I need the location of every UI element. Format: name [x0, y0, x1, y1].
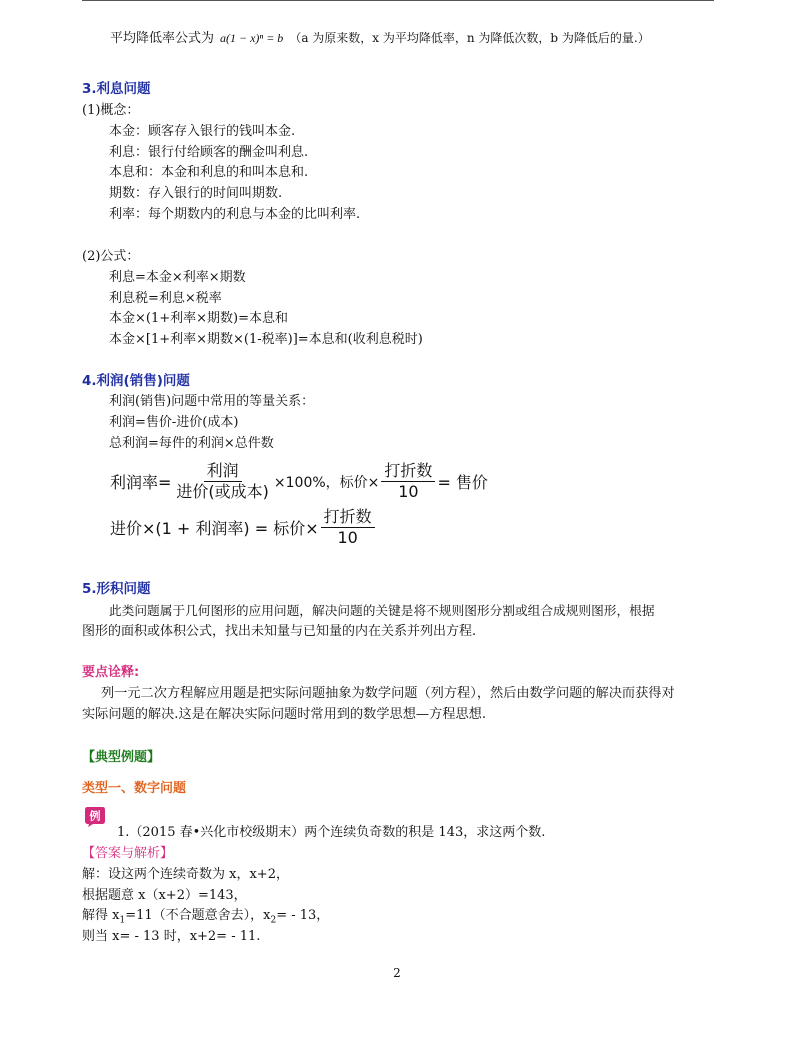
fraction-numerator: 打折数 [321, 508, 375, 528]
fraction-denominator: 10 [337, 528, 358, 547]
formula-item: 利息=本金×利率×期数 [109, 270, 246, 285]
cost-price-formula [110, 508, 377, 547]
section-heading-area: 5.形积问题 [82, 581, 151, 597]
avg-decrease-suffix: （a 为原来数，x 为平均降低率，n 为降低次数，b 为降低后的量.） [289, 31, 650, 45]
cost-price-lhs: 进价×(1 + 利润率) = 标价× [110, 519, 319, 538]
profit-line: 利润=售价-进价(成本) [109, 415, 239, 430]
solution-line: 则当 x= - 13 时，x+2= - 11. [82, 929, 261, 944]
profit-rate-fraction [173, 462, 272, 501]
type-heading: 类型一、数字问题 [82, 781, 187, 796]
answer-label: 【答案与解析】 [82, 846, 174, 861]
subscript: 1 [119, 915, 126, 926]
keypoints-line: 列一元二次方程解应用题是把实际问题抽象为数学问题（列方程），然后由数学问题的解决而获得对 [101, 686, 675, 701]
fraction-numerator: 打折数 [381, 462, 435, 482]
concept-item: 利息：银行付给顾客的酬金叫利息. [109, 145, 309, 160]
avg-decrease-prefix: 平均降低率公式为 [110, 31, 215, 46]
concept-label: (1)概念： [82, 103, 140, 118]
area-paragraph-line: 此类问题属于几何图形的应用问题，解决问题的关键是将不规则图形分割或组合成规则图形，根据 [109, 603, 655, 618]
solution-part: = - 13， [276, 908, 330, 923]
profit-line: 总利润=每件的利润×总件数 [109, 436, 274, 451]
keypoints-line: 实际问题的解决.这是在解决实际问题时常用到的数学思想—方程思想. [82, 707, 487, 722]
profit-line: 利润(销售)问题中常用的等量关系： [109, 394, 315, 409]
formula-item: 本金×[1+利率×期数×(1-税率)]=本息和(收利息税时) [109, 332, 423, 347]
example-badge-icon [84, 805, 106, 827]
section-heading-profit: 4.利润(销售)问题 [82, 373, 190, 389]
profit-rate-formula [110, 462, 488, 501]
concept-item: 期数：存入银行的时间叫期数. [109, 186, 283, 201]
area-paragraph-line: 图形的面积或体积公式，找出未知量与已知量的内在关系并列出方程. [82, 624, 477, 639]
section-heading-interest: 3.利息问题 [82, 81, 151, 97]
subscript: 2 [270, 915, 277, 926]
formula-item: 利息税=利息×税率 [109, 291, 222, 306]
solution-part: 解得 x [82, 908, 120, 923]
fraction-denominator: 进价(或成本) [176, 482, 269, 501]
avg-decrease-line [110, 30, 650, 47]
solution-line: 根据题意 x（x+2）=143， [82, 888, 247, 903]
header-rule [82, 0, 714, 1]
fraction-numerator: 利润 [204, 462, 242, 482]
typical-examples-heading: 【典型例题】 [82, 750, 161, 765]
page-number: 2 [393, 966, 401, 980]
discount-fraction [321, 508, 375, 547]
keypoints-heading: 要点诠释: [82, 665, 140, 680]
solution-part: =11（不合题意舍去），x [125, 908, 271, 923]
profit-rate-lhs: 利润率= [110, 473, 172, 492]
example-badge-label: 例 [89, 809, 101, 823]
formula-label: (2)公式： [82, 249, 140, 264]
avg-decrease-formula: a(1 − x)ⁿ = b [220, 31, 284, 45]
concept-item: 本金：顾客存入银行的钱叫本金. [109, 124, 296, 139]
discount-fraction [381, 462, 435, 501]
fraction-denominator: 10 [398, 482, 419, 501]
profit-rate-mid: ×100%，标价× [273, 474, 380, 491]
question-text: 1.（2015 春•兴化市校级期末）两个连续负奇数的积是 143，求这两个数. [117, 825, 546, 840]
concept-item: 本息和：本金和利息的和叫本息和. [109, 165, 309, 180]
formula-item: 本金×(1+利率×期数)=本息和 [109, 311, 288, 326]
concept-item: 利率：每个期数内的利息与本金的比叫利率. [109, 207, 361, 222]
solution-line: 解：设这两个连续奇数为 x，x+2， [82, 867, 289, 882]
solution-line [82, 908, 329, 929]
profit-rate-end: = 售价 [437, 473, 488, 492]
